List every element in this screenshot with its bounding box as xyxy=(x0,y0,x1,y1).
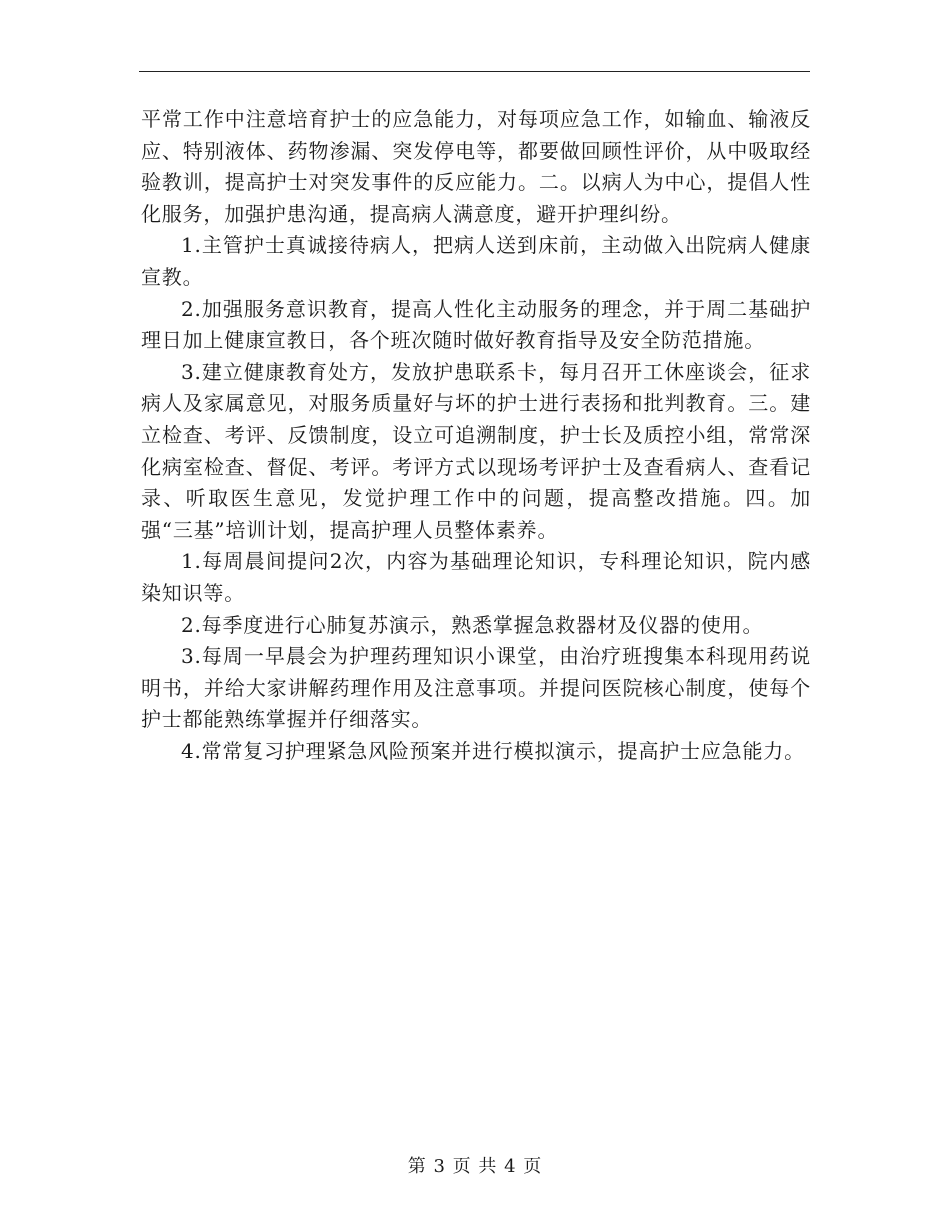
paragraph-8: 4.常常复习护理紧急风险预案并进行模拟演示，提高护士应急能力。 xyxy=(181,738,805,763)
page-number-footer: 第 3 页 共 4 页 xyxy=(407,1156,543,1177)
document-body xyxy=(141,104,811,767)
paragraph-5: 1.每周晨间提问2次，内容为基础理论知识，专科理论知识，院内感染知识等。 xyxy=(141,549,811,605)
paragraph-3: 2.加强服务意识教育，提高人性化主动服务的理念，并于周二基础护理日加上健康宣教日，各个班次随时做好教育指导及安全防范措施。 xyxy=(141,296,811,353)
paragraph-7: 3.每周一早晨会为护理药理知识小课堂，由治疗班搜集本科现用药说明书，并给大家讲解药理作用及注意事项。并提问医院核心制度，使每个护士都能熟练掌握并仔细落实。 xyxy=(141,644,811,732)
paragraph-6: 2.每季度进行心肺复苏演示，熟悉掌握急救器材及仪器的使用。 xyxy=(181,612,764,637)
header-rule xyxy=(139,71,810,72)
paragraph-2: 1.主管护士真诚接待病人，把病人送到床前，主动做入出院病人健康宣教。 xyxy=(141,233,811,289)
paragraph-1: 平常工作中注意培育护士的应急能力，对每项应急工作，如输血、输液反应、特别液体、药物渗漏、突发停电等，都要做回顾性评价，从中吸取经验教训，提高护士对突发事件的反应能力。二。以病人为中心，提倡人性化服务，加强护患沟通，提高病人满意度，避开护理纠纷。 xyxy=(141,107,811,226)
paragraph-4: 3.建立健康教育处方，发放护患联系卡，每月召开工休座谈会，征求病人及家属意见，对服务质量好与坏的护士进行表扬和批判教育。三。建立检查、考评、反馈制度，设立可追溯制度，护士长及质控小组，常常深化病室检查、督促、考评。考评方式以现场考评护士及查看病人、查看记录、听取医生意见，发觉护理工作中的问题，提高整改措施。四。加强“三基”培训计划，提高护理人员整体素养。 xyxy=(141,359,811,542)
